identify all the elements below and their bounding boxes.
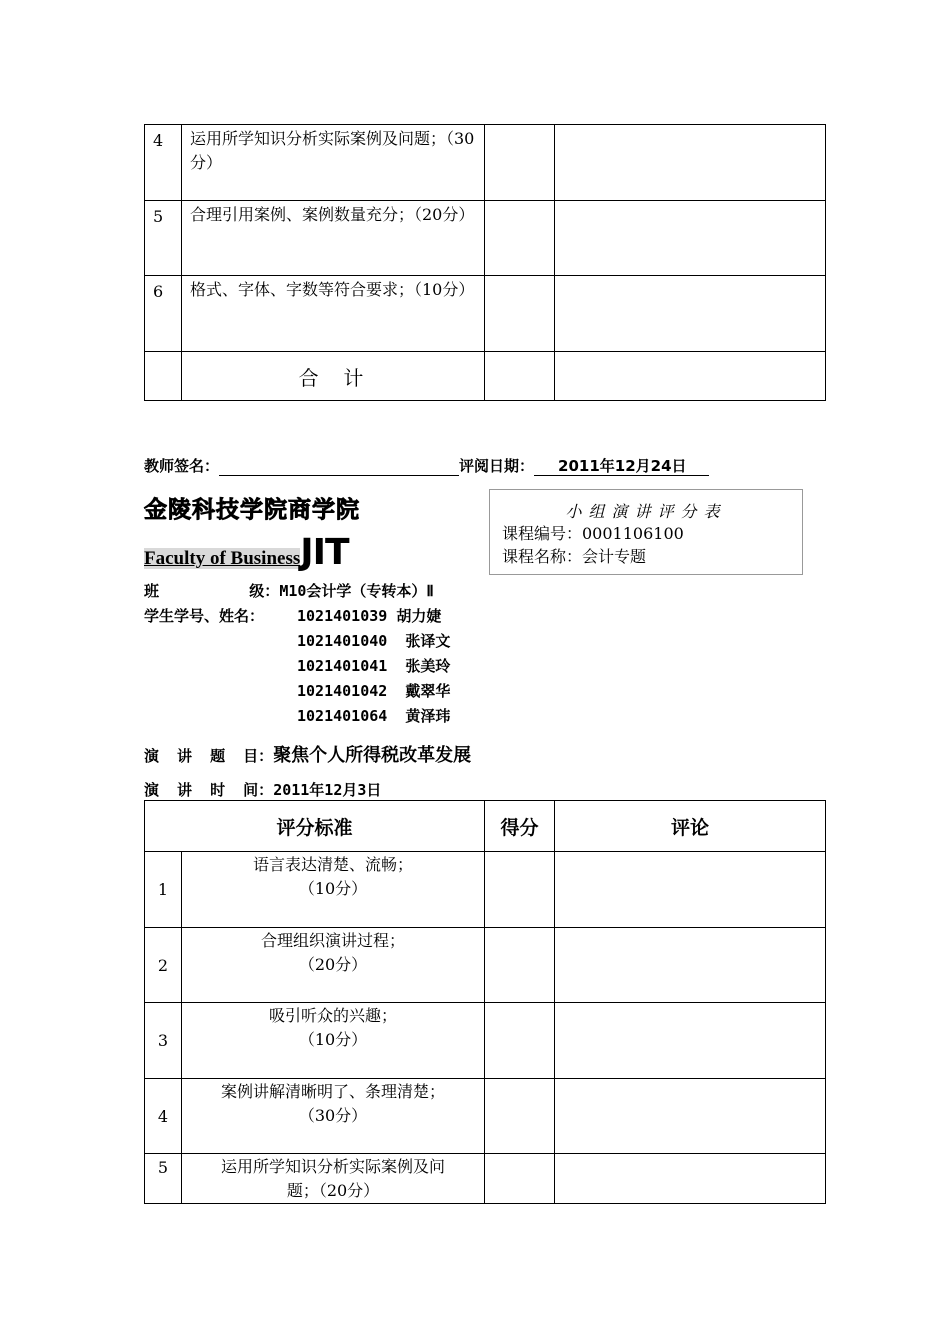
signature-line xyxy=(144,455,709,476)
course-code: 课程编号：0001106100 xyxy=(502,524,684,543)
school-name: 金陵科技学院商学院 xyxy=(144,497,360,523)
criteria-header: 评分标准 xyxy=(145,801,485,852)
top-score-table xyxy=(144,124,826,401)
total-row xyxy=(145,352,826,401)
row-number: 5 xyxy=(145,201,182,276)
table-row xyxy=(145,125,826,201)
row-number: 4 xyxy=(145,1079,182,1154)
row-number: 4 xyxy=(145,125,182,201)
course-name: 课程名称：会计专题 xyxy=(502,547,647,566)
criterion-line: 语言表达清楚、流畅； xyxy=(253,855,414,874)
score-cell[interactable] xyxy=(485,276,555,352)
row-number: 3 xyxy=(145,1003,182,1079)
table-row xyxy=(145,276,826,352)
students-label: 学生学号、姓名： xyxy=(144,607,265,625)
score-cell[interactable] xyxy=(485,1154,555,1204)
time-value: 2011年12月3日 xyxy=(273,781,382,799)
table-row xyxy=(145,201,826,276)
bottom-score-table xyxy=(144,800,826,1204)
criterion-line: 吸引听众的兴趣； xyxy=(269,1006,398,1025)
score-cell[interactable] xyxy=(485,125,555,201)
criterion-points: （30分） xyxy=(298,1106,368,1125)
row-number: 6 xyxy=(145,276,182,352)
student-entry: 1021401064 黄泽玮 xyxy=(297,707,451,725)
class-label: 班 级： xyxy=(144,582,280,600)
criterion-line: 案例讲解清晰明了、条理清楚； xyxy=(221,1082,446,1101)
table-row xyxy=(145,852,826,928)
row-number: 1 xyxy=(145,852,182,928)
review-date-label: 评阅日期： xyxy=(459,457,535,475)
time-label: 演 讲 时 间： xyxy=(144,781,274,799)
comment-cell[interactable] xyxy=(555,928,826,1003)
criterion-points: （20分） xyxy=(298,955,368,974)
course-info-box xyxy=(489,489,803,575)
table-row xyxy=(145,1154,826,1204)
criterion-text: 合理引用案例、案例数量充分；（20分） xyxy=(182,201,485,276)
faculty-logo xyxy=(144,532,349,573)
topic-line xyxy=(144,741,471,767)
criterion-text: 格式、字体、字数等符合要求；（10分） xyxy=(182,276,485,352)
comment-cell[interactable] xyxy=(555,276,826,352)
comment-cell[interactable] xyxy=(555,1079,826,1154)
total-label: 合 计 xyxy=(182,352,485,401)
total-comment-cell[interactable] xyxy=(555,352,826,401)
class-value: M10会计学（专转本）Ⅱ xyxy=(279,582,434,600)
criterion-text xyxy=(182,1154,485,1204)
criterion-text xyxy=(182,1003,485,1079)
teacher-signature-label: 教师签名： xyxy=(144,457,220,475)
score-header: 得分 xyxy=(485,801,555,852)
criterion-text xyxy=(182,928,485,1003)
header-row xyxy=(145,801,826,852)
class-line xyxy=(144,580,434,601)
comment-cell[interactable] xyxy=(555,852,826,928)
criterion-text xyxy=(182,1079,485,1154)
comment-cell[interactable] xyxy=(555,1154,826,1204)
comment-cell[interactable] xyxy=(555,125,826,201)
row-number: 2 xyxy=(145,928,182,1003)
form-title: 小组演讲评分表 xyxy=(565,502,727,521)
student-entry: 1021401039 胡力婕 xyxy=(297,607,442,625)
row-number: 5 xyxy=(145,1154,182,1204)
faculty-name: Faculty of Business xyxy=(144,548,301,569)
student-entry: 1021401040 张译文 xyxy=(297,632,451,650)
review-date-value: 2011年12月24日 xyxy=(534,457,709,476)
score-cell[interactable] xyxy=(485,1003,555,1079)
time-line xyxy=(144,779,381,800)
table-row xyxy=(145,928,826,1003)
table-row xyxy=(145,1003,826,1079)
criterion-text xyxy=(182,852,485,928)
jit-logo: JIT xyxy=(300,532,349,573)
criterion-line: 运用所学知识分析实际案例及问 xyxy=(221,1157,446,1176)
criterion-points: （10分） xyxy=(298,879,368,898)
comment-cell[interactable] xyxy=(555,201,826,276)
criterion-line: 合理组织演讲过程； xyxy=(261,931,406,950)
score-cell[interactable] xyxy=(485,852,555,928)
total-score-cell[interactable] xyxy=(485,352,555,401)
criterion-points: 题；（20分） xyxy=(286,1181,380,1200)
comment-cell[interactable] xyxy=(555,1003,826,1079)
score-cell[interactable] xyxy=(485,1079,555,1154)
criterion-points: （10分） xyxy=(298,1030,368,1049)
score-cell[interactable] xyxy=(485,201,555,276)
student-entry: 1021401041 张美玲 xyxy=(297,657,451,675)
topic-value: 聚焦个人所得税改革发展 xyxy=(273,745,472,766)
comment-header: 评论 xyxy=(555,801,826,852)
student-entry: 1021401042 戴翠华 xyxy=(297,682,451,700)
criterion-text: 运用所学知识分析实际案例及问题；（30分） xyxy=(182,125,485,201)
teacher-signature-field[interactable] xyxy=(219,459,459,476)
score-cell[interactable] xyxy=(485,928,555,1003)
empty-cell xyxy=(145,352,182,401)
table-row xyxy=(145,1079,826,1154)
topic-label: 演 讲 题 目： xyxy=(144,747,274,765)
